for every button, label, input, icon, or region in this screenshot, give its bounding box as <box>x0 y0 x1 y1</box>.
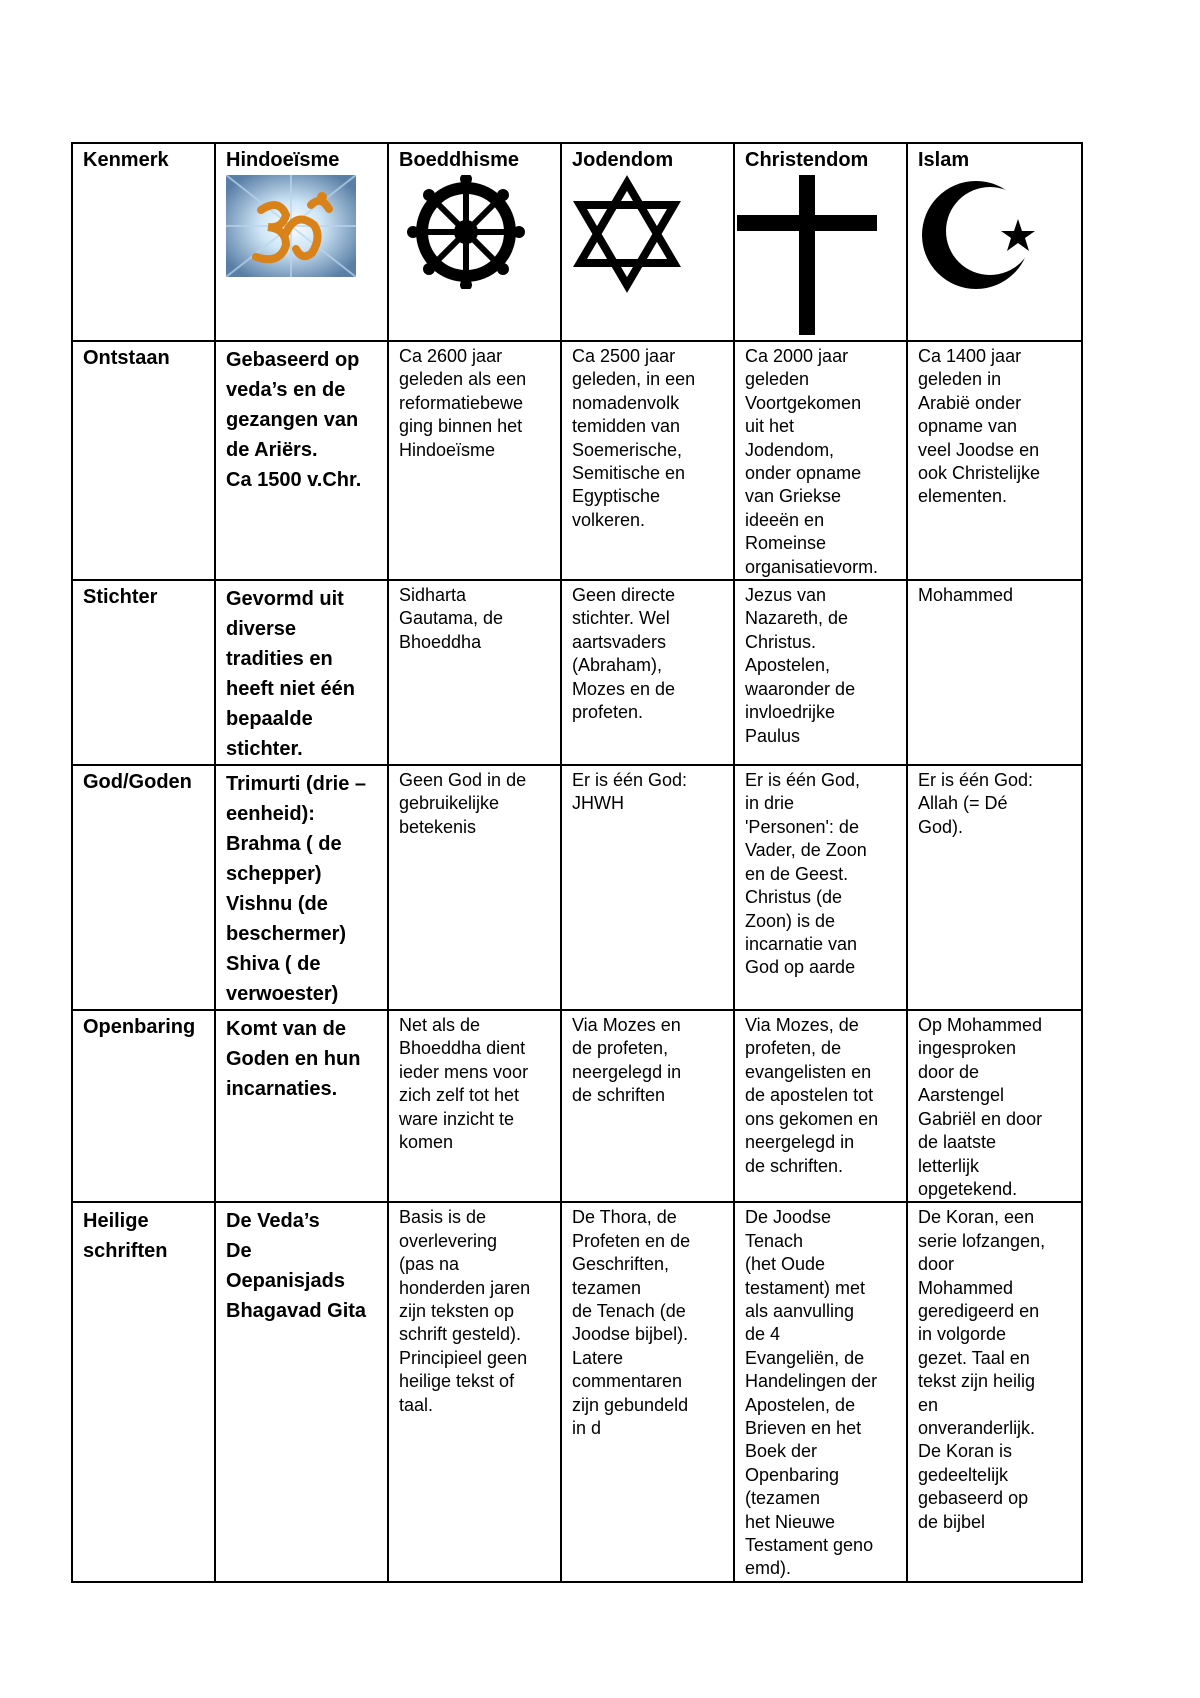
christendom-cell <box>734 1010 907 1202</box>
cell-text-line: De Koran is <box>918 1441 1013 1462</box>
header-cell-boeddhisme <box>388 143 561 341</box>
crescent-and-star-icon <box>918 175 1071 300</box>
cell-text-line: Voortgekomen <box>745 392 862 413</box>
cell-text-line: Romeinse <box>745 533 827 554</box>
cell-text-line: Gebaseerd op <box>226 349 360 371</box>
cell-text-line: God op aarde <box>745 957 856 978</box>
cell-text-line: Vader, de Zoon <box>745 840 867 861</box>
cell-text-line: door de <box>918 1061 980 1082</box>
cell-text-line: Aarstengel <box>918 1085 1005 1106</box>
cell-text-line: Paulus <box>745 725 801 746</box>
cell-text-line: Bhagavad Gita <box>226 1300 367 1323</box>
row-label-line: Heilige <box>83 1210 149 1233</box>
cell-text-line: Shiva ( de <box>226 953 321 976</box>
hindoeisme-cell <box>215 765 388 1010</box>
cell-text-line: Geschriften, <box>572 1254 670 1275</box>
cell-text-line: tradities en <box>226 648 333 671</box>
cell-text-line: Sidharta <box>399 585 467 606</box>
cell-text-line: de bijbel <box>918 1511 986 1532</box>
cell-text-line: elementen. <box>918 486 1008 507</box>
row-label: Ontstaan <box>83 347 170 369</box>
cell-text-line: Bhoeddha <box>399 631 482 652</box>
cell-text-line: Komt van de <box>226 1018 347 1041</box>
cell-text-line: De Thora, de <box>572 1207 677 1228</box>
islam-cell <box>907 580 1082 765</box>
jodendom-cell <box>561 765 734 1010</box>
cell-text-line: Ca 2500 jaar <box>572 346 676 366</box>
cell-text-line: de apostelen tot <box>745 1085 874 1106</box>
cell-text-line: Christus. <box>745 631 817 652</box>
cell-text-line: diverse <box>226 618 297 641</box>
cell-text-line: waaronder de <box>745 678 856 699</box>
boeddhisme-cell <box>388 765 561 1010</box>
cell-text-line: Jezus van <box>745 585 827 606</box>
cell-text-line: Brieven en het <box>745 1417 862 1438</box>
cell-text-line: Vishnu (de <box>226 893 328 916</box>
header-label: Boeddhisme <box>399 149 520 171</box>
cell-text-line: gezet. Taal en <box>918 1347 1030 1368</box>
cell-text-line: eenheid): <box>226 803 315 826</box>
row-label-cell <box>72 765 215 1010</box>
cell-text-line: gebruikelijke <box>399 793 500 814</box>
cell-text-line: ook Christelijke <box>918 463 1041 484</box>
cell-text-line: Op Mohammed <box>918 1015 1043 1036</box>
cell-text-line: tezamen <box>572 1277 642 1298</box>
row-label-cell <box>72 341 215 580</box>
cell-text-line: de 4 <box>745 1324 781 1345</box>
cell-text-line: Apostelen, de <box>745 1394 856 1415</box>
islam-cell <box>907 341 1082 580</box>
cell-text-line: Latere <box>572 1347 624 1368</box>
cell-text-line: Semitische en <box>572 463 686 484</box>
cell-text-line: betekenis <box>399 816 477 837</box>
cell-text-line: Gabriël en door <box>918 1108 1043 1129</box>
header-cell-kenmerk <box>72 143 215 341</box>
boeddhisme-cell <box>388 580 561 765</box>
header-row <box>72 143 1082 341</box>
cell-text-line: temidden van <box>572 416 681 437</box>
boeddhisme-cell <box>388 1010 561 1202</box>
row-label-line: schriften <box>83 1240 168 1263</box>
cell-text-line: aartsvaders <box>572 631 667 652</box>
row-label-cell <box>72 580 215 765</box>
cell-text-line: komen <box>399 1132 454 1153</box>
cell-text-line: onveranderlijk. <box>918 1417 1036 1438</box>
header-cell-jodendom <box>561 143 734 341</box>
cell-text-line: de schriften <box>572 1085 666 1106</box>
cell-text-line: onder opname <box>745 463 862 484</box>
cell-text-line: heilige tekst of <box>399 1371 515 1392</box>
cell-text-line: Goden en hun <box>226 1048 361 1071</box>
cell-text-line: letterlijk <box>918 1155 980 1176</box>
cell-text-line: Christus (de <box>745 887 843 908</box>
jodendom-cell <box>561 580 734 765</box>
cell-text-line: overlevering <box>399 1230 498 1251</box>
cell-text-line: geleden <box>745 369 810 390</box>
cell-text-line: in volgorde <box>918 1324 1007 1345</box>
header-label: Kenmerk <box>83 149 169 171</box>
cell-text-line: stichter. Wel <box>572 608 670 629</box>
cell-text-line: Joodse bijbel). <box>572 1324 689 1345</box>
row-label-cell <box>72 1010 215 1202</box>
cell-text-line: ingesproken <box>918 1038 1017 1059</box>
cell-text-line: gebaseerd op <box>918 1488 1029 1509</box>
cell-text-line: (pas na <box>399 1254 460 1275</box>
islam-cell <box>907 1202 1082 1582</box>
hindoeisme-cell <box>215 580 388 765</box>
cell-text-line: Ca 2000 jaar <box>745 346 849 366</box>
cell-text-line: het Nieuwe <box>745 1511 836 1532</box>
cell-text-line: Boek der <box>745 1441 818 1462</box>
cell-text-line: serie lofzangen, <box>918 1230 1046 1251</box>
cell-text-line: opname van <box>918 416 1018 437</box>
cell-text-line: de Tenach (de <box>572 1300 686 1321</box>
christendom-cell <box>734 765 907 1010</box>
header-label: Christendom <box>745 149 869 171</box>
row-label: Openbaring <box>83 1016 196 1039</box>
cell-text-line: ware inzicht te <box>399 1108 515 1129</box>
cell-text-line: Ca 1500 v.Chr. <box>226 469 362 491</box>
cell-text-line: als aanvulling <box>745 1300 855 1321</box>
cell-text-line: Soemerische, <box>572 439 683 460</box>
cell-text-line: Trimurti (drie – <box>226 773 367 796</box>
cell-text-line: ons gekomen en <box>745 1108 879 1129</box>
cell-text-line: Geen directe <box>572 585 676 606</box>
boeddhisme-cell <box>388 1202 561 1582</box>
cell-text-line: Er is één God: <box>572 770 688 791</box>
cell-text-line: geleden, in een <box>572 369 696 390</box>
cell-text-line: ging binnen het <box>399 416 523 437</box>
cell-text-line: veda’s en de <box>226 379 346 401</box>
cell-text-line: ideeën en <box>745 509 825 530</box>
cell-text-line: reformatiebewe <box>399 392 524 413</box>
cell-text-line: geleden als een <box>399 369 527 390</box>
cell-text-line: Openbaring <box>745 1464 840 1485</box>
cell-text-line: neergelegd in <box>572 1061 682 1082</box>
cell-text-line: De <box>226 1240 252 1263</box>
cell-text-line: Gevormd uit <box>226 588 344 611</box>
cell-text-line: Er is één God: <box>918 770 1034 791</box>
cell-text-line: gedeeltelijk <box>918 1464 1009 1485</box>
cell-text-line: opgetekend. <box>918 1178 1018 1199</box>
cell-text-line: bepaalde <box>226 708 313 731</box>
header-label: Jodendom <box>572 149 674 171</box>
row-heilige-schriften <box>72 1202 1082 1582</box>
dharma-wheel-icon <box>399 175 550 294</box>
cell-text-line: de Ariërs. <box>226 439 318 461</box>
cell-text-line: De Koran, een <box>918 1207 1035 1228</box>
cell-text-line: Ca 2600 jaar <box>399 346 503 366</box>
cell-text-line: Handelingen der <box>745 1371 878 1392</box>
cell-text-line: Bhoeddha dient <box>399 1038 526 1059</box>
cell-text-line: tekst zijn heilig <box>918 1371 1036 1392</box>
cell-text-line: Jodendom, <box>745 439 835 460</box>
cell-text-line: Mohammed <box>918 585 1014 606</box>
cell-text-line: beschermer) <box>226 923 347 946</box>
cell-text-line: volkeren. <box>572 509 646 530</box>
cell-text-line: ieder mens voor <box>399 1061 529 1082</box>
christendom-cell <box>734 1202 907 1582</box>
cell-text-line: Principieel geen <box>399 1347 528 1368</box>
cell-text-line: taal. <box>399 1394 434 1415</box>
hindoeisme-cell <box>215 1202 388 1582</box>
cell-text-line: Testament geno <box>745 1535 874 1555</box>
cell-text-line: Net als de <box>399 1015 481 1036</box>
cell-text-line: Egyptische <box>572 486 661 507</box>
cell-text-line: Geen God in de <box>399 770 527 791</box>
cell-text-line: (tezamen <box>745 1488 821 1509</box>
cell-text-line: door <box>918 1254 955 1275</box>
cell-text-line: incarnaties. <box>226 1078 338 1101</box>
cell-text-line: JHWH <box>572 793 624 814</box>
cell-text-line: incarnatie van <box>745 933 858 954</box>
islam-cell <box>907 765 1082 1010</box>
row-label <box>83 1206 204 1266</box>
cell-text-line: Ca 1400 jaar <box>918 346 1022 366</box>
cell-text-line: in drie <box>745 793 795 814</box>
row-label: Stichter <box>83 586 158 609</box>
cell-text-line: de profeten, <box>572 1038 669 1059</box>
jodendom-cell <box>561 1202 734 1582</box>
cell-text-line: Brahma ( de <box>226 833 342 856</box>
cell-text-line: De Joodse <box>745 1207 832 1228</box>
cell-text-line: Nazareth, de <box>745 608 849 629</box>
cell-text-line: God). <box>918 816 964 837</box>
header-label: Hindoeïsme <box>226 149 340 171</box>
row-god-goden <box>72 765 1082 1010</box>
cell-text-line: Basis is de <box>399 1207 487 1228</box>
cell-text-line: zijn gebundeld <box>572 1394 689 1415</box>
latin-cross-icon <box>745 175 896 340</box>
cell-text-line: zijn teksten op <box>399 1300 515 1321</box>
cell-text-line: De Veda’s <box>226 1210 320 1233</box>
jodendom-cell <box>561 1010 734 1202</box>
cell-text-line: veel Joodse en <box>918 439 1040 460</box>
cell-text-line: en de Geest. <box>745 863 849 884</box>
cell-text-line: honderden jaren <box>399 1277 531 1298</box>
om-symbol-icon <box>226 175 377 282</box>
boeddhisme-cell <box>388 341 561 580</box>
cell-text-line: verwoester) <box>226 983 339 1006</box>
row-stichter <box>72 580 1082 765</box>
cell-text-line: (het Oude <box>745 1254 826 1275</box>
row-ontstaan <box>72 341 1082 580</box>
cell-text-line: Allah (= Dé <box>918 793 1008 814</box>
cell-text-line: commentaren <box>572 1371 683 1392</box>
cell-text-line: nomadenvolk <box>572 392 680 413</box>
star-of-david-icon <box>572 175 723 298</box>
cell-text-line: Evangeliën, de <box>745 1347 865 1368</box>
cell-text-line: heeft niet één <box>226 678 355 701</box>
cell-text-line: 'Personen': de <box>745 816 859 837</box>
hindoeisme-cell <box>215 1010 388 1202</box>
cell-text-line: stichter. <box>226 738 303 761</box>
cell-text-line: emd). <box>745 1558 792 1579</box>
cell-text-line: Hindoeïsme <box>399 439 496 460</box>
cell-text-line: organisatievorm. <box>745 556 879 577</box>
cell-text-line: Er is één God, <box>745 770 861 791</box>
cell-text-line: evangelisten en <box>745 1061 872 1082</box>
cell-text-line: profeten, de <box>745 1038 842 1059</box>
cell-text-line: de laatste <box>918 1132 997 1153</box>
cell-text-line: gezangen van <box>226 409 359 431</box>
islam-cell <box>907 1010 1082 1202</box>
cell-text-line: Oepanisjads <box>226 1270 345 1293</box>
cell-text-line: invloedrijke <box>745 702 836 723</box>
cell-text-line: Arabië onder <box>918 392 1022 413</box>
row-openbaring <box>72 1010 1082 1202</box>
header-cell-islam <box>907 143 1082 341</box>
jodendom-cell <box>561 341 734 580</box>
cell-text-line: de schriften. <box>745 1155 844 1176</box>
cell-text-line: Apostelen, <box>745 655 831 676</box>
cell-text-line: geleden in <box>918 369 1002 390</box>
cell-text-line: Mozes en de <box>572 678 676 699</box>
cell-text-line: (Abraham), <box>572 655 663 676</box>
religions-comparison-table <box>71 142 1083 1583</box>
cell-text-line: van Griekse <box>745 486 842 507</box>
cell-text-line: schepper) <box>226 863 322 886</box>
cell-text-line: Tenach <box>745 1230 804 1251</box>
christendom-cell <box>734 341 907 580</box>
cell-text-line: schrift gesteld). <box>399 1324 522 1345</box>
cell-text-line: neergelegd in <box>745 1132 855 1153</box>
cell-text-line: uit het <box>745 416 795 437</box>
header-cell-christendom <box>734 143 907 341</box>
cell-text-line: Via Mozes en <box>572 1015 681 1036</box>
header-label: Islam <box>918 149 970 171</box>
cell-text-line: en <box>918 1394 939 1415</box>
cell-text-line: Mohammed <box>918 1277 1014 1298</box>
cell-text-line: in d <box>572 1417 602 1438</box>
cell-text-line: Via Mozes, de <box>745 1015 859 1036</box>
cell-text-line: zich zelf tot het <box>399 1085 520 1106</box>
row-label-cell <box>72 1202 215 1582</box>
cell-text-line: geredigeerd en <box>918 1300 1040 1321</box>
cell-text-line: testament) met <box>745 1277 866 1298</box>
cell-text-line: profeten. <box>572 702 644 723</box>
row-label: God/Goden <box>83 771 192 794</box>
cell-text-line: Profeten en de <box>572 1230 691 1251</box>
header-cell-hindoeisme <box>215 143 388 341</box>
hindoeisme-cell <box>215 341 388 580</box>
cell-text-line: Zoon) is de <box>745 910 836 931</box>
christendom-cell <box>734 580 907 765</box>
cell-text-line: Gautama, de <box>399 608 504 629</box>
